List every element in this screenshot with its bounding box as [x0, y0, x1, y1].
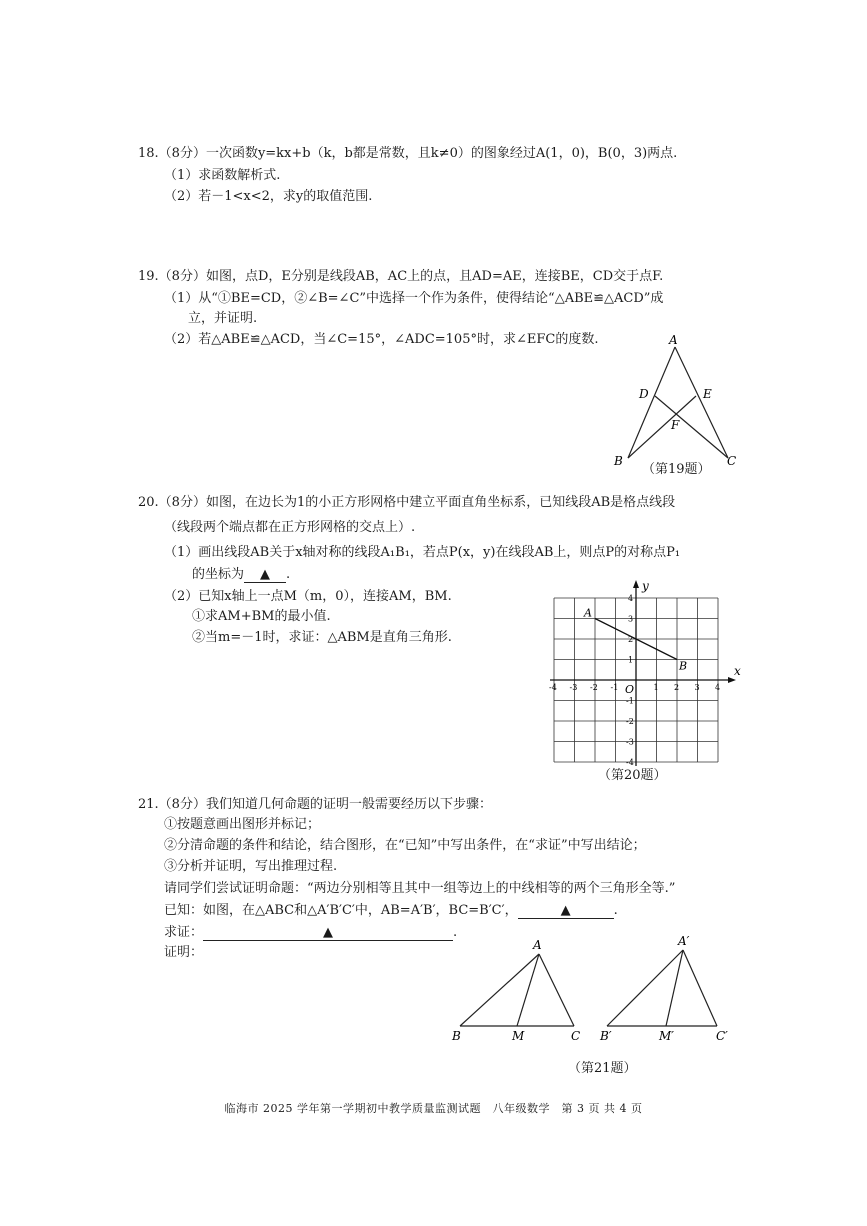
q21-step2: ②分清命题的条件和结论，结合图形，在“已知”中写出条件，在“求证”中写出结论； — [164, 838, 646, 853]
q19-triangle-figure — [600, 330, 760, 480]
x-tick-label: -4 — [549, 683, 557, 692]
q20-answer-prefix: 的坐标为 — [192, 567, 245, 582]
q19-label-d: D — [639, 387, 649, 401]
q20-part2-item1: ①求AM+BM的最小值. — [192, 609, 331, 624]
q21-label-c-prime: C′ — [716, 1029, 728, 1043]
q20-coordinate-grid — [540, 570, 740, 770]
y-axis-label: y — [642, 579, 649, 593]
q19-caption: （第19题） — [642, 462, 711, 477]
q21-proof-label: 证明： — [164, 945, 204, 960]
y-tick-label: 2 — [628, 635, 634, 644]
point-a-label: A — [584, 606, 592, 620]
x-axis-label: x — [734, 664, 741, 678]
q18-stem: 18.（8分）一次函数y=kx+b（k，b都是常数，且k≠0）的图象经过A(1，0)，B(0，3)两点. — [138, 146, 678, 161]
q20-stem-line2: （线段两个端点都在正方形网格的交点上）. — [164, 520, 416, 535]
q21-triangle-abc — [451, 938, 580, 1043]
x-tick-label: -2 — [590, 683, 598, 692]
q20-part2: （2）已知x轴上一点M（m，0），连接AM，BM. — [164, 589, 452, 604]
q21-prove — [164, 925, 457, 941]
q21-label-a-prime: A′ — [678, 934, 690, 948]
q21-prove-suffix: . — [453, 925, 458, 940]
q20-caption: （第20题） — [598, 768, 667, 783]
q19-part2: （2）若△ABE≌△ACD，当∠C=15°，∠ADC=105°时，求∠EFC的度数. — [164, 332, 599, 347]
q21-step3: ③分析并证明，写出推理过程. — [164, 859, 338, 874]
q19-label-f: F — [671, 418, 680, 432]
q21-label-c: C — [571, 1029, 581, 1043]
y-tick-label: -4 — [626, 758, 634, 767]
q19-label-b: B — [614, 454, 623, 468]
point-b-label: B — [679, 659, 688, 673]
x-tick-label: 4 — [715, 683, 721, 692]
q19-part1-line2: 立，并证明. — [188, 311, 258, 326]
q21-prove-blank: ▲ — [203, 926, 453, 941]
q20-answer-suffix: . — [286, 567, 291, 582]
q19-label-c: C — [727, 454, 737, 468]
q21-label-b-prime: B′ — [600, 1029, 612, 1043]
q21-triangles-figure — [440, 930, 750, 1050]
x-tick-label: -3 — [569, 683, 578, 692]
q21-label-m-prime: M′ — [659, 1029, 675, 1043]
q21-caption: （第21题） — [568, 1061, 637, 1076]
x-tick-label: -1 — [610, 683, 619, 692]
q19-part1-line1: （1）从“①BE=CD，②∠B=∠C”中选择一个作为条件，使得结论“△ABE≌△ACD”成 — [164, 291, 664, 306]
q21-known-blank: ▲ — [518, 904, 614, 919]
q21-triangle-a1b1c1 — [599, 934, 728, 1043]
q20-stem-line1: 20.（8分）如图，在边长为1的小正方形网格中建立平面直角坐标系，已知线段AB是格点线段 — [138, 495, 676, 510]
q19-stem: 19.（8分）如图，点D，E分别是线段AB，AC上的点，且AD=AE，连接BE，CD交于点F. — [138, 269, 664, 284]
q21-known — [164, 903, 618, 919]
q19-label-e: E — [703, 387, 712, 401]
origin-label: O — [625, 683, 635, 696]
q20-part1-line1: （1）画出线段AB关于x轴对称的线段A₁B₁，若点P(x，y)在线段AB上，则点P的对称点P₁ — [164, 545, 681, 560]
q21-prove-label: 求证： — [164, 925, 204, 940]
q18-part1: （1）求函数解析式. — [164, 168, 281, 183]
q21-stem: 21.（8分）我们知道几何命题的证明一般需要经历以下步骤： — [138, 797, 492, 812]
x-tick-label: 2 — [674, 683, 680, 692]
y-tick-label: -2 — [626, 717, 634, 726]
y-tick-label: -3 — [626, 737, 634, 747]
x-tick-label: 3 — [694, 683, 700, 692]
y-axis-arrow — [633, 580, 639, 588]
q21-known-text: 已知：如图，在△ABC和△A′B′C′中，AB=A′B′，BC=B′C′， — [164, 903, 518, 918]
q18-part2: （2）若－1<x<2，求y的取值范围. — [164, 189, 373, 204]
q21-proposition: 请同学们尝试证明命题：“两边分别相等且其中一组等边上的中线相等的两个三角形全等.” — [164, 881, 676, 896]
q21-step1: ①按题意画出图形并标记； — [164, 817, 321, 832]
y-tick-label: 3 — [628, 614, 634, 624]
y-tick-label: 1 — [628, 655, 634, 665]
q20-part1-line2 — [192, 567, 290, 583]
y-tick-label: -1 — [626, 696, 634, 706]
q21-known-suffix: . — [613, 903, 618, 918]
q19-label-a: A — [669, 333, 678, 347]
page-footer: 临海市 2025 学年第一学期初中教学质量监测试题 八年级数学 第 3 页 共 4 页 — [224, 1102, 643, 1115]
x-tick-label: 1 — [653, 683, 659, 692]
q21-label-b: B — [452, 1029, 461, 1043]
y-tick-label: 4 — [628, 594, 634, 603]
q21-label-a: A — [533, 938, 542, 952]
q21-label-m: M — [512, 1029, 525, 1043]
q20-part2-item2: ②当m=－1时，求证：△ABM是直角三角形. — [192, 630, 452, 645]
q20-answer-blank: ▲ — [244, 568, 286, 583]
